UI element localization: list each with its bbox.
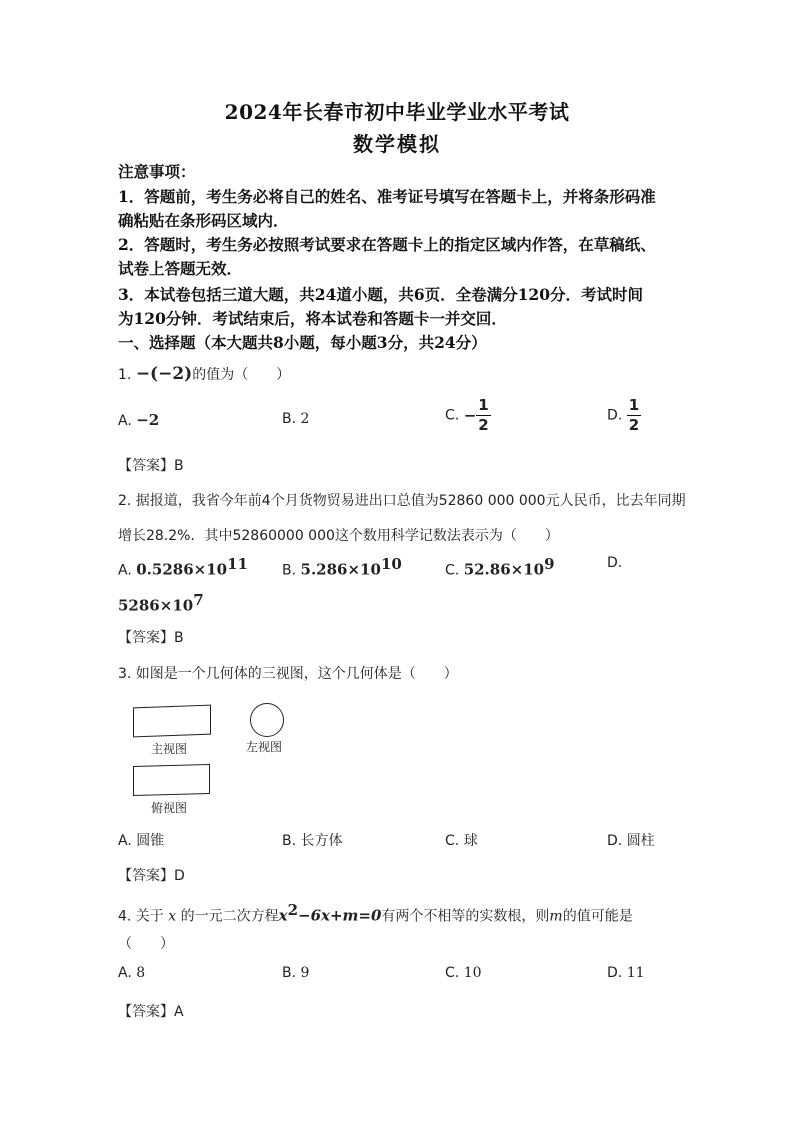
option-label: B. (282, 411, 297, 427)
exam-subtitle: 数学模拟 (353, 132, 441, 156)
option-exponent: 10 (380, 555, 402, 573)
option-label: A. (118, 965, 132, 981)
q4-equation-rest: −6x+m=0 (298, 906, 382, 925)
question-3: 3. 如图是一个几何体的三视图，这个几何体是（ ） (118, 666, 458, 682)
q2-option-b[interactable] (282, 555, 402, 579)
answer-value: B (174, 458, 184, 474)
q4-variable-x: x (168, 908, 177, 925)
q4-option-a[interactable] (118, 965, 145, 981)
q4-text-suffix: 的值可能是 (562, 908, 633, 925)
q1-option-c[interactable] (445, 398, 491, 433)
option-label: C. (445, 562, 460, 579)
notice-line-2: 确粘贴在条形码区域内． (118, 211, 289, 230)
q1-answer (118, 455, 184, 475)
q1-expression: −(−2) (135, 364, 193, 384)
option-value: 球 (463, 833, 478, 849)
option-label: D. (607, 833, 623, 849)
fraction-numerator: 1 (478, 396, 489, 414)
question-4 (118, 901, 698, 926)
option-label: B. (282, 562, 297, 579)
option-exponent: 9 (544, 555, 555, 573)
q1-option-b[interactable] (282, 411, 309, 427)
notice-line-1: 1．答题前，考生务必将自己的姓名、准考证号填写在答题卡上，并将条形码准 (118, 187, 656, 206)
option-value: 52.86×10 (463, 560, 545, 579)
left-view-caption: 左视图 (246, 740, 283, 754)
fraction (476, 398, 490, 433)
q4-text-prefix: 4. 关于 (118, 908, 164, 925)
section-heading: 一、选择题（本大题共8小题，每小题3分，共24分） (118, 333, 487, 352)
option-label: C. (445, 833, 460, 849)
q3-option-d[interactable] (607, 830, 655, 850)
q4-answer (118, 1001, 184, 1021)
q1-option-d[interactable] (607, 398, 641, 433)
top-view-rectangle (133, 764, 210, 796)
answer-label: 【答案】 (118, 458, 174, 474)
q4-option-c[interactable] (445, 965, 482, 981)
option-value: 圆锥 (136, 833, 165, 849)
fraction-denominator: 2 (478, 416, 489, 434)
option-label: C. (445, 965, 460, 981)
option-value: 5286×10 (118, 596, 194, 615)
option-label: D. (607, 965, 623, 981)
front-view-caption: 主视图 (151, 742, 188, 756)
option-exponent: 11 (227, 555, 248, 573)
option-value: 5.286×10 (300, 560, 381, 579)
notice-heading: 注意事项： (118, 162, 196, 181)
q1-option-a[interactable] (118, 411, 159, 429)
option-label: D. (607, 407, 623, 424)
q2-option-d-label[interactable]: D. (607, 555, 623, 571)
option-label: A. (118, 413, 132, 429)
answer-value: A (174, 1004, 184, 1020)
q2-option-d[interactable] (118, 591, 204, 615)
answer-label: 【答案】 (118, 630, 174, 646)
notice-line-5: 3．本试卷包括三道大题，共24道小题，共6页．全卷满分120分．考试时间 (118, 285, 643, 304)
q1-text: 的值为（ ） (192, 367, 291, 383)
q3-option-b[interactable] (282, 830, 343, 850)
q2-option-c[interactable] (445, 555, 555, 579)
question-2-line-1: 2. 据报道，我省今年前4个月货物贸易进出口总值为52860 000 000元人民币，比去年同期 (118, 493, 686, 509)
option-label: C. (445, 407, 460, 424)
fraction-denominator: 2 (628, 416, 640, 434)
q1-number: 1. (118, 367, 132, 383)
q2-answer (118, 627, 184, 647)
q3-option-c[interactable] (445, 830, 478, 850)
option-value: 2 (300, 411, 310, 427)
question-4-paren: （ ） (118, 936, 174, 952)
notice-line-6: 为120分钟．考试结束后，将本试卷和答题卡一并交回． (118, 309, 507, 328)
option-value: 8 (136, 965, 146, 981)
option-value: 0.5286×10 (136, 560, 228, 579)
option-exponent: 7 (193, 591, 204, 609)
option-value: 10 (463, 965, 482, 981)
answer-label: 【答案】 (118, 1004, 174, 1020)
top-view-caption: 俯视图 (151, 801, 188, 815)
answer-value: D (174, 868, 185, 884)
fraction (627, 398, 641, 433)
q4-text-mid: 的一元二次方程 (180, 908, 279, 925)
question-2-line-2: 增长28.2%．其中52860000 000这个数用科学记数法表示为（ ） (118, 528, 559, 544)
option-value: 圆柱 (626, 833, 655, 849)
option-label: B. (282, 965, 297, 981)
notice-line-3: 2．答题时，考生务必按照考试要求在答题卡上的指定区域内作答，在草稿纸、 (118, 235, 656, 254)
q3-option-a[interactable] (118, 830, 164, 850)
option-label: A. (118, 833, 132, 849)
q4-equation-exponent: 2 (287, 901, 299, 919)
option-value: 9 (300, 965, 310, 981)
q4-text-mid2: 有两个不相等的实数根，则 (381, 908, 550, 925)
question-1 (118, 364, 688, 384)
q4-variable-m: m (549, 908, 563, 925)
left-view-circle (250, 703, 284, 737)
q4-option-b[interactable] (282, 965, 309, 981)
option-value: 11 (626, 965, 645, 981)
q4-option-d[interactable] (607, 965, 645, 981)
exam-title: 2024年长春市初中毕业学业水平考试 (224, 100, 570, 124)
option-value: −2 (136, 411, 160, 429)
fraction-numerator: 1 (628, 396, 640, 414)
q4-equation-x: x (278, 906, 288, 925)
answer-label: 【答案】 (118, 868, 174, 884)
option-label: A. (118, 562, 132, 579)
front-view-rectangle (133, 705, 211, 738)
option-value: 长方体 (300, 833, 343, 849)
option-label: B. (282, 833, 297, 849)
q3-answer (118, 865, 185, 885)
notice-line-4: 试卷上答题无效． (118, 259, 243, 278)
answer-value: B (174, 630, 184, 646)
q2-option-a[interactable] (118, 555, 248, 579)
option-sign: − (463, 406, 477, 425)
